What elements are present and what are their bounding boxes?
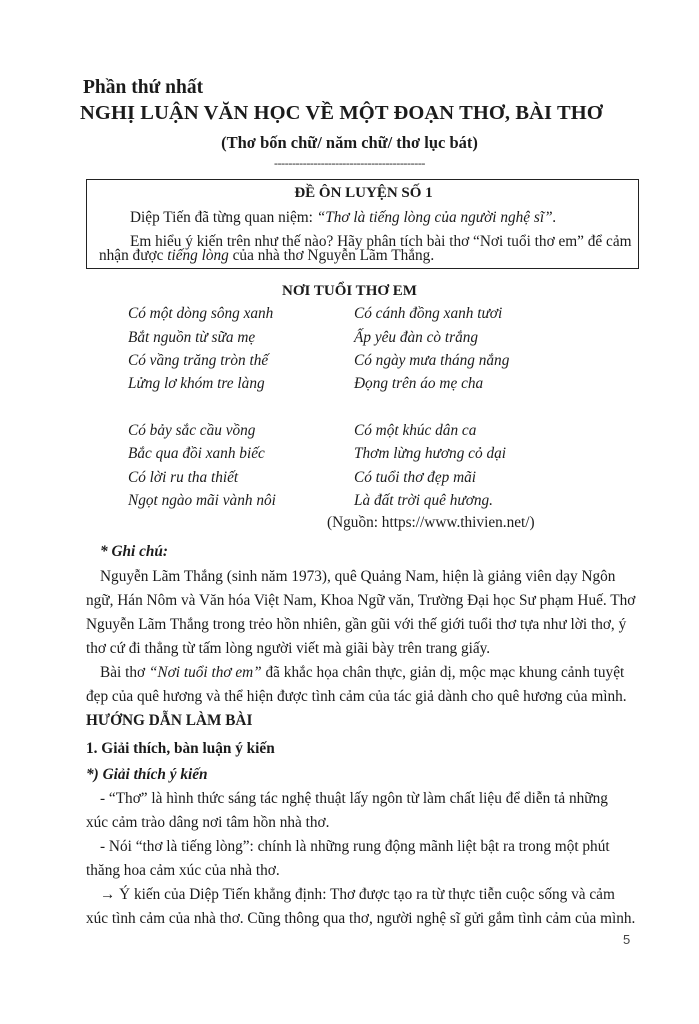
- exam-prompt-text: Diệp Tiến đã từng quan niệm:: [130, 209, 317, 226]
- note-line: ngữ, Hán Nôm và Văn hóa Việt Nam, Khoa Ngữ văn, Trường Đại học Sư phạm Huế. Thơ: [86, 592, 636, 609]
- exam-quote: “Thơ là tiếng lòng của người nghệ sĩ”.: [316, 209, 557, 226]
- note-line: [100, 664, 624, 682]
- guide-line: thăng hoa cảm xúc của nhà thơ.: [86, 862, 280, 879]
- note-line: Nguyễn Lãm Thắng trong trẻo hồn nhiên, gần gũi với thế giới tuổi thơ tựa như lời thơ, ý: [86, 616, 627, 633]
- page-number: 5: [623, 932, 631, 947]
- poem-verse: Ấp yêu đàn cò trắng: [354, 329, 479, 346]
- poem-verse: Đọng trên áo mẹ cha: [354, 375, 484, 392]
- note-para2-suffix: đã khắc họa chân thực, giản dị, mộc mạc khung cảnh tuyệt: [261, 664, 625, 681]
- poem-verse: Bắt nguồn từ sữa mẹ: [128, 329, 256, 346]
- guide-subsection: *) Giải thích ý kiến: [86, 766, 208, 783]
- part-title: Phần thứ nhất: [83, 77, 204, 98]
- note-line: Nguyễn Lãm Thắng (sinh năm 1973), quê Quảng Nam, hiện là giảng viên dạy Ngôn: [100, 568, 616, 585]
- main-title: NGHỊ LUẬN VĂN HỌC VỀ MỘT ĐOẠN THƠ, BÀI THƠ: [80, 102, 603, 124]
- poem-verse: Có cánh đồng xanh tươi: [354, 305, 503, 322]
- poem-verse: Lửng lơ khóm tre làng: [128, 375, 265, 392]
- poem-title: NƠI TUỔI THƠ EM: [282, 283, 417, 299]
- guide-line: - “Thơ” là hình thức sáng tác nghệ thuật lấy ngôn từ làm chất liệu để diễn tả những: [100, 790, 608, 807]
- poem-verse: Có lời ru tha thiết: [128, 469, 239, 486]
- poem-verse: Bắc qua đồi xanh biếc: [128, 445, 265, 462]
- exam-line3-italic: tiếng lòng: [167, 247, 229, 264]
- guide-section-1: 1. Giải thích, bàn luận ý kiến: [86, 740, 275, 757]
- poem-verse: Thơm lừng hương cỏ dại: [354, 445, 506, 462]
- poem-verse: Là đất trời quê hương.: [354, 492, 493, 509]
- guide-line: xúc tình cảm của nhà thơ. Cũng thông qua thơ, người nghệ sĩ gửi gắm tình cảm của mình.: [86, 910, 636, 927]
- subtitle: (Thơ bốn chữ/ năm chữ/ thơ lục bát): [221, 133, 478, 152]
- exam-title: ĐỀ ÔN LUYỆN SỐ 1: [294, 185, 433, 201]
- poem-verse: Có ngày mưa tháng nắng: [354, 352, 510, 369]
- exam-line3-suffix: của nhà thơ Nguyễn Lãm Thắng.: [228, 247, 435, 264]
- exam-line3-prefix: nhận được: [99, 247, 168, 264]
- guide-line: → Ý kiến của Diệp Tiến khẳng định: Thơ được tạo ra từ thực tiễn cuộc sống và cảm: [100, 886, 615, 903]
- poem-verse: Có bảy sắc cầu vồng: [128, 422, 256, 439]
- poem-verse: Có một khúc dân ca: [354, 422, 477, 439]
- separator-line: ------------------------------------------: [273, 156, 426, 170]
- poem-verse: Có tuổi thơ đẹp mãi: [354, 469, 477, 486]
- note-line: thơ cứ đi thẳng từ tấm lòng người viết mà giãi bày trên trang giấy.: [86, 640, 491, 657]
- guide-heading: HƯỚNG DẪN LÀM BÀI: [86, 712, 253, 729]
- poem-source: (Nguồn: https://www.thivien.net/): [327, 514, 535, 531]
- exam-question: Em hiểu ý kiến trên như thế nào? Hãy phân tích bài thơ “Nơi tuổi thơ em” để cảm: [130, 233, 632, 250]
- poem-verse: Có vầng trăng tròn thế: [128, 352, 269, 369]
- note-para2-prefix: Bài thơ: [100, 664, 149, 681]
- poem-verse: Có một dòng sông xanh: [128, 305, 274, 322]
- exam-prompt-line-3: [99, 247, 434, 265]
- exam-prompt-line-1: [100, 209, 556, 227]
- note-poem-name: “Nơi tuổi thơ em”: [148, 664, 262, 681]
- guide-line: xúc cảm trào dâng nơi tâm hồn nhà thơ.: [86, 814, 330, 831]
- guide-line: - Nói “thơ là tiếng lòng”: chính là những rung động mãnh liệt bật ra trong một phút: [100, 838, 610, 855]
- poem-verse: Ngọt ngào mãi vành nôi: [128, 492, 276, 509]
- note-line: đẹp của quê hương và thể hiện được tình cảm của tác giả dành cho quê hương của mình.: [86, 688, 627, 705]
- note-heading: * Ghi chú:: [100, 543, 168, 560]
